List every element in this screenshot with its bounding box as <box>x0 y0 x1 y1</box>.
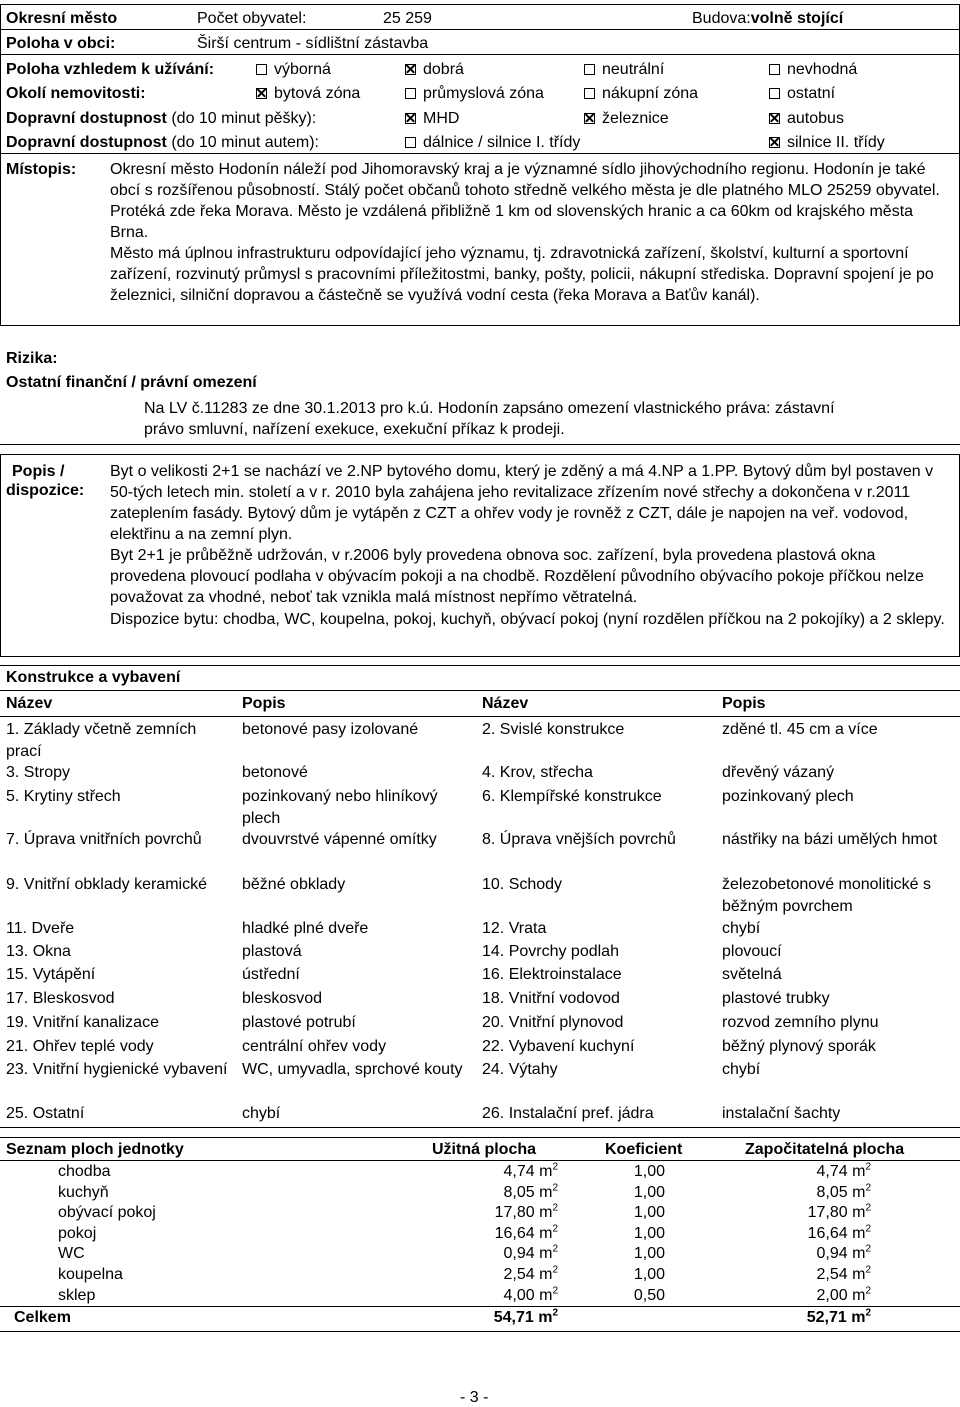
option-label: bytová zóna <box>274 85 361 102</box>
area-row-coef: 1,00 <box>633 1245 665 1263</box>
konstrukce-desc-cell: hladké plné dveře <box>242 920 369 937</box>
unit-exponent: 2 <box>552 1202 558 1214</box>
value: 4,74 <box>816 1163 848 1180</box>
popis-paragraph: Byt o velikosti 2+1 se nachází ve 2.NP bytového domu, který je zděný a má 4.NP a 1.PP. Bytový dům byl postaven v 50-tých letech min. století a v r. 2010 byla zahájena jeho revitalizace zřízením nové střechy a dokončena v r.2011 zateplením fasády. Bytový dům je vytápěn z CZT a ohřev vody je rovněž z CZT, dále je napojen na veř. vodovod, elektřinu a na zemní plyn. <box>110 463 934 543</box>
value: 52,71 <box>806 1309 847 1326</box>
unit: m <box>852 1183 866 1201</box>
column-header: Užitná plocha <box>432 1141 537 1158</box>
checkbox-icon[interactable] <box>769 113 780 124</box>
usage-option[interactable] <box>769 60 857 79</box>
surroundings-label: Okolí nemovitosti: <box>6 85 146 102</box>
unit-exponent: 2 <box>552 1244 558 1256</box>
usage-option[interactable] <box>584 60 664 79</box>
area-row-name: koupelna <box>58 1266 123 1283</box>
divider <box>0 454 1 657</box>
value: 17,80 <box>494 1204 535 1222</box>
building-label: Budova: <box>692 10 751 27</box>
konstrukce-desc-cell: plastová <box>242 943 302 960</box>
unit-exponent: 2 <box>552 1264 558 1276</box>
option-label: výborná <box>274 61 331 78</box>
rizika-label: Rizika: <box>6 350 58 367</box>
konstrukce-desc-cell: centrální ohřev vody <box>242 1038 387 1055</box>
unit: m <box>852 1245 866 1263</box>
divider <box>0 4 1 326</box>
area-row-name: WC <box>58 1245 85 1263</box>
column-header: Započitatelná plocha <box>745 1141 905 1158</box>
column-header: Popis <box>242 695 286 712</box>
konstrukce-name-cell: 21. Ohřev teplé vody <box>6 1038 154 1055</box>
divider <box>0 153 960 154</box>
unit-exponent: 2 <box>865 1285 871 1297</box>
konstrukce-name-cell: 5. Krytiny střech <box>6 788 121 805</box>
unit: m <box>539 1286 553 1304</box>
unit-exponent: 2 <box>865 1244 871 1256</box>
usage-option[interactable] <box>256 60 331 79</box>
unit-exponent: 2 <box>865 1202 871 1214</box>
area-row-coef: 1,00 <box>633 1224 665 1242</box>
option-label: nevhodná <box>787 61 858 78</box>
surroundings-option[interactable] <box>769 84 835 103</box>
checkbox-icon[interactable] <box>405 64 416 75</box>
area-row-area <box>440 1286 558 1305</box>
unit: m <box>852 1266 866 1283</box>
option-label: nákupní zóna <box>602 85 699 102</box>
konstrukce-desc-cell: nástřiky na bázi umělých hmot <box>722 831 938 848</box>
divider <box>0 29 960 30</box>
konstrukce-desc-cell: instalační šachty <box>722 1105 841 1122</box>
building-type <box>692 9 843 28</box>
transport-car-option[interactable] <box>405 133 580 152</box>
area-row-area <box>440 1224 558 1243</box>
area-row-counted <box>750 1265 871 1284</box>
population-label: Počet obyvatel: <box>197 10 307 27</box>
unit-exponent: 2 <box>865 1161 871 1173</box>
divider <box>0 1306 960 1307</box>
value: 2,54 <box>816 1266 848 1283</box>
konstrukce-name-cell: 17. Bleskosvod <box>6 990 115 1007</box>
divider <box>0 1127 960 1128</box>
checkbox-icon[interactable] <box>584 113 595 124</box>
area-row-coef: 1,00 <box>633 1163 665 1180</box>
konstrukce-name-cell: 4. Krov, střecha <box>482 764 593 781</box>
surroundings-option[interactable] <box>405 84 544 103</box>
value: 54,71 <box>493 1309 534 1326</box>
mistopis-paragraph: Okresní město Hodonín náleží pod Jihomoravský kraj a je významné sídlo jihovýchodního regionu. Hodonín je také obcí s rozšířenou působností. Stálý počet občanů tohoto středně velkého města je dle platného MLO 25259 obyvatel. Protéká zde řeka Morava. Město je vzdálená přibližně 1 km od slovenských hranic a ca 60km od krajského města Brna. <box>110 161 940 241</box>
checkbox-icon[interactable] <box>405 137 416 148</box>
konstrukce-desc-cell: chybí <box>242 1105 281 1122</box>
option-label: autobus <box>787 110 844 127</box>
konstrukce-name-cell: 10. Schody <box>482 876 563 893</box>
divider <box>0 444 960 445</box>
dispozice-label: dispozice: <box>6 482 85 499</box>
unit: m <box>851 1309 866 1326</box>
unit: m <box>852 1204 866 1222</box>
divider <box>0 1160 960 1161</box>
divider <box>0 4 960 5</box>
transport-walk-option[interactable] <box>769 109 844 128</box>
konstrukce-desc-cell: plovoucí <box>722 943 782 960</box>
area-row-counted <box>750 1244 871 1263</box>
checkbox-icon[interactable] <box>405 113 416 124</box>
konstrukce-name-cell: 19. Vnitřní kanalizace <box>6 1014 159 1031</box>
usage-label: Poloha vzhledem k užívání: <box>6 61 215 78</box>
column-header: Název <box>482 695 529 712</box>
divider <box>0 54 960 55</box>
option-label: dálnice / silnice I. třídy <box>423 134 581 151</box>
area-row-coef: 0,50 <box>633 1286 665 1304</box>
popis-paragraph: Byt 2+1 je průběžně udržován, v r.2006 byly provedena obnova soc. zařízení, byla provedena plastová okna provedena plovoucí podlaha v obývacím pokoji a na chodbě. Rozdělení původního obývacího pokoje příčkou nelze považovat za vhodné, neboť tak vznikla malá místnost nepřímo větratelná. <box>110 547 924 606</box>
konstrukce-name-cell: 8. Úprava vnějších povrchů <box>482 831 676 848</box>
konstrukce-desc-cell: pozinkovaný nebo hliníkový plech <box>242 788 438 827</box>
konstrukce-desc-cell: dvouvrstvé vápenné omítky <box>242 831 437 848</box>
label-bold: Dopravní dostupnost <box>6 110 167 127</box>
rizika-text: Na LV č.11283 ze dne 30.1.2013 pro k.ú. Hodonín zapsáno omezení vlastnického práva: zástavní právo smluvní, nařízení exekuce, exekuční příkaz k prodeji. <box>144 400 835 438</box>
unit: m <box>852 1286 866 1304</box>
popis-paragraph: Dispozice bytu: chodba, WC, koupelna, pokoj, kuchyň, obývací pokoj (nyní rozdělen příčkou na 2 pokojíky) a 2 sklepy. <box>110 611 945 628</box>
konstrukce-name-cell: 16. Elektroinstalace <box>482 966 622 983</box>
konstrukce-desc-cell: zděné tl. 45 cm a více <box>722 721 878 738</box>
unit-exponent: 2 <box>865 1223 871 1235</box>
area-row-area <box>440 1162 558 1181</box>
usage-option[interactable] <box>405 60 464 79</box>
surroundings-option[interactable] <box>584 84 698 103</box>
unit: m <box>539 1266 553 1283</box>
column-header: Název <box>6 695 53 712</box>
transport-walk-label <box>6 109 316 128</box>
building-value: volně stojící <box>750 10 844 27</box>
mistopis-paragraph: Město má úplnou infrastrukturu odpovídající jeho významu, tj. zdravotnická zařízení, školství, kulturní a sportovní zařízení, rozvinutý průmysl s pracovními příležitostmi, banky, pošty, policii, nákupní střediska. Dopravní spojení je po železnici, silniční dopravou a částečně se využívá vodní cesta (řeka Morava a Baťův kanál). <box>110 245 934 304</box>
area-row-counted <box>750 1183 871 1202</box>
checkbox-icon[interactable] <box>584 88 595 99</box>
transport-car-option[interactable] <box>769 133 885 152</box>
konstrukce-name-cell: 9. Vnitřní obklady keramické <box>6 876 207 893</box>
area-row-counted <box>750 1224 871 1243</box>
checkbox-icon[interactable] <box>256 88 267 99</box>
unit-exponent: 2 <box>552 1182 558 1194</box>
divider <box>0 665 960 666</box>
area-row-coef: 1,00 <box>633 1204 665 1222</box>
total-counted <box>750 1308 871 1327</box>
konstrukce-name-cell: 22. Vybavení kuchyní <box>482 1038 635 1055</box>
divider <box>0 1137 960 1138</box>
checkbox-icon[interactable] <box>769 137 780 148</box>
area-row-area <box>440 1265 558 1284</box>
konstrukce-name-cell: 18. Vnitřní vodovod <box>482 990 620 1007</box>
area-row-counted <box>750 1203 871 1222</box>
konstrukce-desc-cell: dřevěný vázaný <box>722 764 835 781</box>
checkbox-icon[interactable] <box>769 88 780 99</box>
position-label: Poloha v obci: <box>6 35 116 52</box>
konstrukce-desc-cell: plastové potrubí <box>242 1014 356 1031</box>
konstrukce-desc-cell: WC, umyvadla, sprchové kouty <box>242 1061 463 1078</box>
position-value: Širší centrum - sídlištní zástavba <box>197 35 429 52</box>
konstrukce-desc-cell: chybí <box>722 1061 761 1078</box>
area-row-name: pokoj <box>58 1224 97 1242</box>
unit: m <box>539 1163 553 1180</box>
area-row-name: kuchyň <box>58 1183 109 1201</box>
konstrukce-desc-cell: ústřední <box>242 966 300 983</box>
konstrukce-name-cell: 11. Dveře <box>6 920 75 937</box>
konstrukce-heading: Konstrukce a vybavení <box>6 669 181 686</box>
divider <box>0 454 960 455</box>
checkbox-icon[interactable] <box>256 64 267 75</box>
unit: m <box>539 1183 553 1201</box>
transport-walk-option[interactable] <box>584 109 669 128</box>
konstrukce-name-cell: 23. Vnitřní hygienické vybavení <box>6 1061 228 1078</box>
label-bold: Dopravní dostupnost <box>6 134 167 151</box>
value: 8,05 <box>503 1183 535 1201</box>
value: 0,94 <box>503 1245 535 1263</box>
unit-exponent: 2 <box>552 1307 558 1319</box>
konstrukce-desc-cell: běžný plynový sporák <box>722 1038 876 1055</box>
option-label: průmyslová zóna <box>423 85 544 102</box>
value: 8,05 <box>816 1183 848 1201</box>
konstrukce-desc-cell: železobetonové monolitické s běžným povrchem <box>722 876 932 915</box>
rizika-subheading: Ostatní finanční / právní omezení <box>6 374 257 391</box>
area-row-coef: 1,00 <box>633 1266 665 1283</box>
option-label: neutrální <box>602 61 665 78</box>
konstrukce-name-cell: 1. Základy včetně zemních prací <box>6 721 197 760</box>
value: 2,54 <box>503 1266 535 1283</box>
konstrukce-desc-cell: chybí <box>722 920 761 937</box>
value: 2,00 <box>816 1286 848 1304</box>
transport-walk-option[interactable] <box>405 109 459 128</box>
konstrukce-desc-cell: betonové <box>242 764 308 781</box>
column-header: Popis <box>722 695 766 712</box>
area-row-name: chodba <box>58 1163 111 1180</box>
checkbox-icon[interactable] <box>769 64 780 75</box>
unit: m <box>539 1245 553 1263</box>
population-value: 25 259 <box>383 10 432 27</box>
konstrukce-desc-cell: pozinkovaný plech <box>722 788 854 805</box>
divider <box>0 656 960 657</box>
konstrukce-name-cell: 25. Ostatní <box>6 1105 85 1122</box>
option-label: silnice II. třídy <box>787 134 885 151</box>
area-row-area <box>440 1244 558 1263</box>
option-label: dobrá <box>423 61 464 78</box>
total-area <box>440 1308 558 1327</box>
area-row-name: sklep <box>58 1286 96 1304</box>
unit: m <box>539 1204 553 1222</box>
unit-exponent: 2 <box>865 1264 871 1276</box>
divider <box>0 325 960 326</box>
area-row-coef: 1,00 <box>633 1183 665 1201</box>
mistopis-label: Místopis: <box>6 161 77 178</box>
popis-label: Popis / <box>12 463 65 480</box>
konstrukce-name-cell: 26. Instalační pref. jádra <box>482 1105 654 1122</box>
konstrukce-name-cell: 3. Stropy <box>6 764 71 781</box>
konstrukce-desc-cell: světelná <box>722 966 782 983</box>
city-label: Okresní město <box>6 10 118 27</box>
konstrukce-desc-cell: běžné obklady <box>242 876 346 893</box>
unit: m <box>852 1163 866 1180</box>
option-label: MHD <box>423 110 460 127</box>
transport-car-label <box>6 133 319 152</box>
divider <box>0 690 960 691</box>
value: 4,00 <box>503 1286 535 1304</box>
area-row-name: obývací pokoj <box>58 1204 156 1222</box>
konstrukce-name-cell: 15. Vytápění <box>6 966 96 983</box>
surroundings-option[interactable] <box>256 84 360 103</box>
divider <box>0 1331 960 1332</box>
value: 0,94 <box>816 1245 848 1263</box>
konstrukce-name-cell: 24. Výtahy <box>482 1061 558 1078</box>
konstrukce-name-cell: 12. Vrata <box>482 920 547 937</box>
value: 4,74 <box>503 1163 535 1180</box>
label-rest: (do 10 minut autem): <box>166 134 319 151</box>
unit: m <box>538 1309 553 1326</box>
konstrukce-name-cell: 20. Vnitřní plynovod <box>482 1014 624 1031</box>
konstrukce-desc-cell: rozvod zemního plynu <box>722 1014 879 1031</box>
divider <box>0 716 960 717</box>
column-header: Seznam ploch jednotky <box>6 1141 184 1158</box>
checkbox-icon[interactable] <box>584 64 595 75</box>
konstrukce-name-cell: 14. Povrchy podlah <box>482 943 619 960</box>
konstrukce-desc-cell: bleskosvod <box>242 990 323 1007</box>
unit-exponent: 2 <box>552 1161 558 1173</box>
page-number: - 3 - <box>460 1389 489 1406</box>
column-header: Koeficient <box>605 1141 683 1158</box>
option-label: ostatní <box>787 85 836 102</box>
area-row-counted <box>750 1162 871 1181</box>
checkbox-icon[interactable] <box>405 88 416 99</box>
konstrukce-desc-cell: plastové trubky <box>722 990 830 1007</box>
unit-exponent: 2 <box>552 1223 558 1235</box>
konstrukce-name-cell: 2. Svislé konstrukce <box>482 721 625 738</box>
unit-exponent: 2 <box>865 1182 871 1194</box>
option-label: železnice <box>602 110 669 127</box>
total-label: Celkem <box>14 1309 71 1326</box>
konstrukce-name-cell: 7. Úprava vnitřních povrchů <box>6 831 202 848</box>
konstrukce-name-cell: 13. Okna <box>6 943 71 960</box>
unit-exponent: 2 <box>865 1307 871 1319</box>
konstrukce-desc-cell: betonové pasy izolované <box>242 721 419 738</box>
value: 17,80 <box>807 1204 848 1222</box>
value: 16,64 <box>494 1224 535 1242</box>
unit-exponent: 2 <box>552 1285 558 1297</box>
unit: m <box>539 1224 553 1242</box>
area-row-area <box>440 1203 558 1222</box>
area-row-area <box>440 1183 558 1202</box>
area-row-counted <box>750 1286 871 1305</box>
label-rest: (do 10 minut pěšky): <box>166 110 317 127</box>
unit: m <box>852 1224 866 1242</box>
konstrukce-name-cell: 6. Klempířské konstrukce <box>482 788 662 805</box>
value: 16,64 <box>807 1224 848 1242</box>
